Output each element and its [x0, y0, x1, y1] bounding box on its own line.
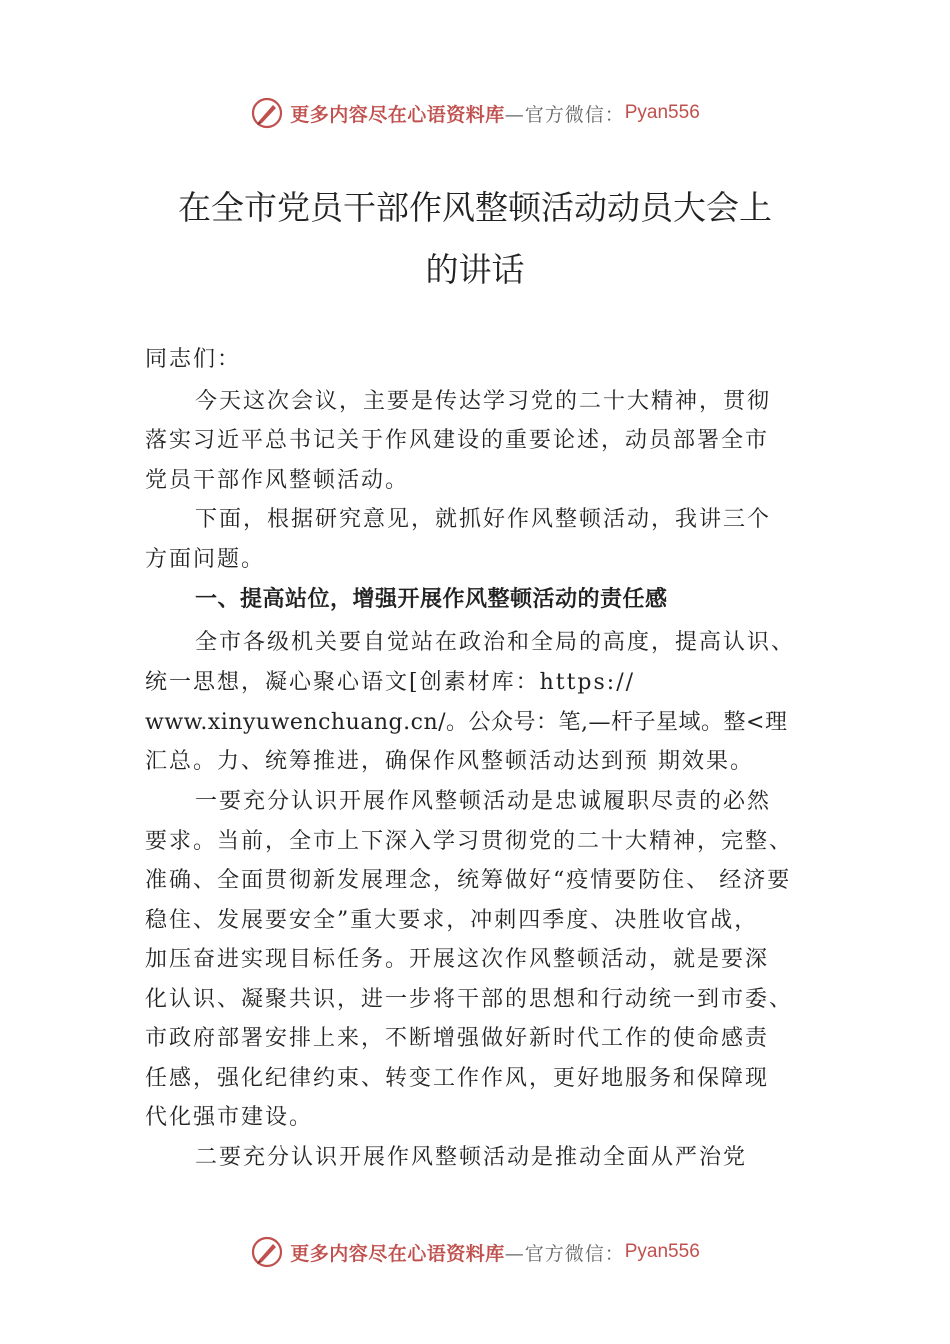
pen-logo-icon: [250, 96, 284, 130]
body-line: 要求。当前，全市上下深入学习贯彻党的二十大精神，完整、: [145, 829, 794, 854]
body-line: 加压奋进实现目标任务。开展这次作风整顿活动，就是要深: [145, 947, 770, 972]
body-line: 落实习近平总书记关于作风建设的重要论述，动员部署全市: [145, 428, 770, 453]
banner-wechat-label: —官方微信：: [504, 103, 625, 126]
banner-wechat-label: —官方微信：: [504, 1242, 625, 1265]
body-line: 党员干部作风整顿活动。: [145, 468, 410, 493]
body-line: 一要充分认识开展作风整顿活动是忠诚履职尽责的必然: [195, 789, 772, 814]
body-line: 统一思想，凝心聚心语文[创素材库：https://: [145, 670, 636, 695]
pen-logo-icon: [250, 1235, 284, 1269]
banner-library-text: 更多内容尽在心语资料库: [290, 103, 505, 126]
footer-watermark-banner: [0, 1232, 950, 1272]
section-heading: 一、提高站位，增强开展作风整顿活动的责任感: [195, 587, 668, 612]
banner-wechat-id: Pyan556: [624, 102, 700, 123]
body-line: 准确、全面贯彻新发展理念，统筹做好“疫情要防住、 经济要: [145, 868, 792, 893]
body-line: 方面问题。: [145, 547, 266, 572]
header-watermark-banner: [0, 93, 950, 133]
body-line: 二要充分认识开展作风整顿活动是推动全面从严治党: [195, 1145, 748, 1170]
banner-wechat-id: Pyan556: [624, 1241, 700, 1262]
banner-library-text: 更多内容尽在心语资料库: [290, 1242, 505, 1265]
body-line: 化认识、凝聚共识，进一步将干部的思想和行动统一到市委、: [145, 987, 794, 1012]
body-line: 代化强市建设。: [145, 1105, 314, 1130]
body-line: 全市各级机关要自觉站在政治和全局的高度，提高认识、: [195, 630, 796, 655]
document-title-line-1: 在全市党员干部作风整顿活动动员大会上: [178, 188, 772, 227]
body-line: 任感，强化纪律约束、转变工作作风，更好地服务和保障现: [145, 1066, 770, 1091]
salutation: 同志们：: [145, 347, 242, 372]
body-line: 下面，根据研究意见，就抓好作风整顿活动，我讲三个: [195, 507, 772, 532]
body-line: 稳住、发展要安全”重大要求，冲刺四季度、决胜收官战，: [145, 908, 759, 933]
body-line: 市政府部署安排上来，不断增强做好新时代工作的使命感责: [145, 1026, 770, 1051]
body-line: www.xinyuwenchuang.cn/。公众号：笔,—杆子星域。整<理: [145, 710, 788, 735]
body-line: 汇总。力、统筹推进，确保作风整顿活动达到预 期效果。: [145, 749, 754, 774]
body-line: 今天这次会议，主要是传达学习党的二十大精神，贯彻: [195, 389, 772, 414]
document-title-line-2: 的讲话: [425, 250, 525, 289]
